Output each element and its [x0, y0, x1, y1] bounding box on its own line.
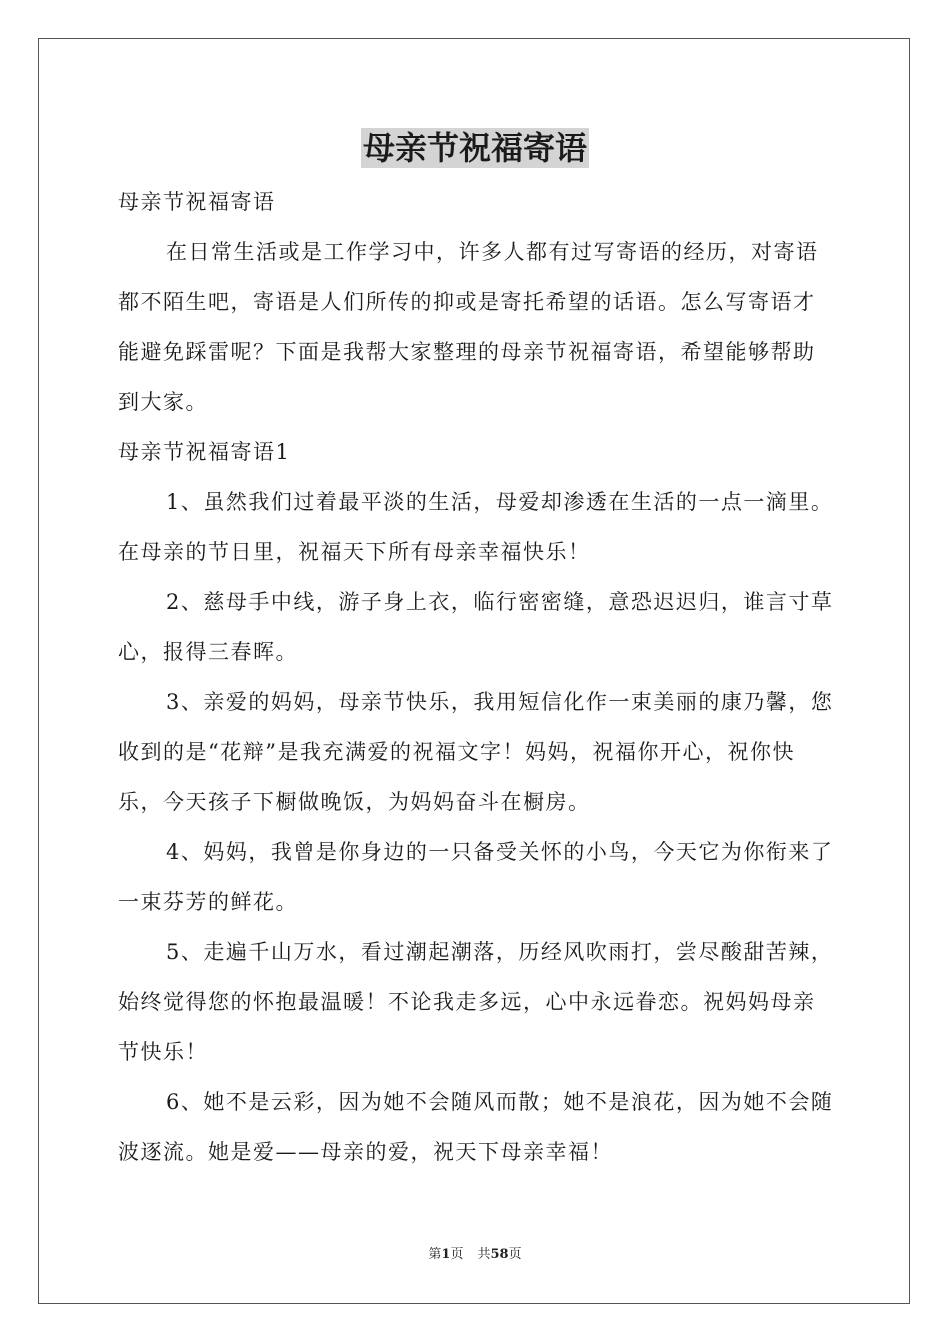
page-footer [0, 1246, 950, 1264]
paragraph: 5、走遍千山万水，看过潮起潮落，历经风吹雨打，尝尽酸甜苦辣，始终觉得您的怀抱最温暖！不论我走多远，心中永远眷恋。祝妈妈母亲节快乐！ [118, 940, 834, 1064]
document-title-text: 母亲节祝福寄语 [362, 129, 587, 167]
document-body [118, 177, 834, 1177]
page-number-prefix: 第 [428, 1247, 442, 1262]
page-total-prefix: 共 [477, 1247, 491, 1262]
paragraph: 母亲节祝福寄语 [118, 190, 276, 214]
paragraph: 1、虽然我们过着最平淡的生活，母爱却渗透在生活的一点一滴里。在母亲的节日里，祝福天下所有母亲幸福快乐！ [118, 490, 834, 564]
paragraph: 6、她不是云彩，因为她不会随风而散；她不是浪花，因为她不会随波逐流。她是爱——母亲的爱，祝天下母亲幸福！ [118, 1090, 834, 1164]
page-number-current: 1 [441, 1247, 451, 1262]
page-total-suffix: 页 [508, 1247, 522, 1262]
paragraph: 3、亲爱的妈妈，母亲节快乐，我用短信化作一束美丽的康乃馨，您收到的是“花辩”是我充满爱的祝福文字！妈妈，祝福你开心，祝你快乐，今天孩子下橱做晚饭，为妈妈奋斗在橱房。 [118, 690, 834, 814]
paragraph: 2、慈母手中线，游子身上衣，临行密密缝，意恐迟迟归，谁言寸草心，报得三春晖。 [118, 590, 834, 664]
paragraph: 4、妈妈，我曾是你身边的一只备受关怀的小鸟，今天它为你衔来了一束芬芳的鲜花。 [118, 840, 834, 914]
document-title [0, 128, 950, 168]
page-total: 58 [490, 1247, 509, 1262]
page-number-suffix: 页 [450, 1247, 464, 1262]
paragraph: 在日常生活或是工作学习中，许多人都有过写寄语的经历，对寄语都不陌生吧，寄语是人们所传的抑或是寄托希望的话语。怎么写寄语才能避免踩雷呢？下面是我帮大家整理的母亲节祝福寄语，希望能够帮助到大家。 [118, 240, 819, 414]
paragraph: 母亲节祝福寄语1 [118, 440, 291, 464]
